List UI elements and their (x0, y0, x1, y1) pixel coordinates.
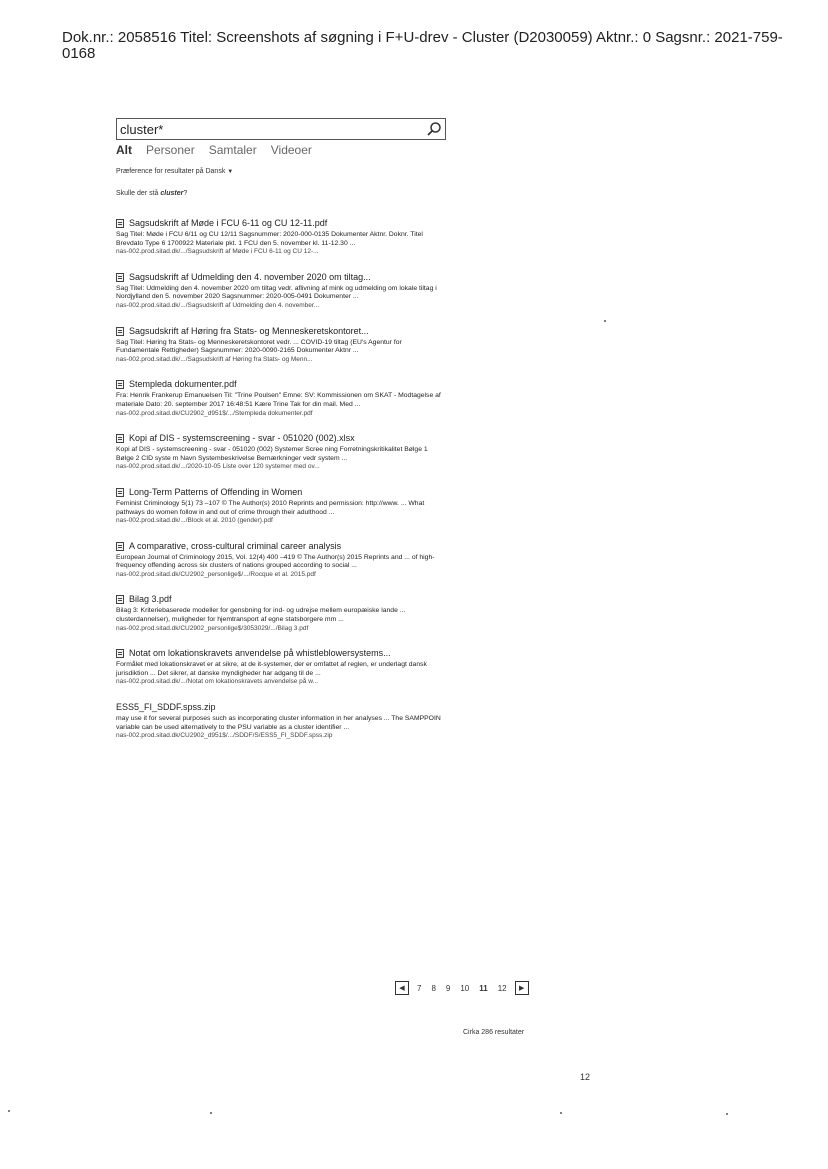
result-snippet: Formålet med lokationskravet er at sikre, at de it-systemer, der er omfattet af reglen, er underlagt dansk jurisdiktion ... Det sikrer, at danske myndigheder har adgang til de ... (116, 661, 427, 677)
result-snippet: Sag Titel: Møde i FCU 6/11 og CU 12/11 Sagsnummer: 2020-000-0135 Dokumenter Aktnr. Doknr. Titel Brevdato Type 6 1700922 Materiale pkt. 1 FCU den 5. november kl. 11-12.30 ... (116, 231, 423, 247)
result-item (116, 218, 446, 257)
result-item (116, 326, 446, 365)
file-icon (116, 434, 124, 443)
tab-people[interactable]: Personer (146, 143, 195, 157)
result-title-text: Notat om lokationskravets anvendelse på whistleblowersystems... (129, 648, 391, 659)
result-url[interactable]: nas-002.prod.sitad.dk/.../Sagsudskrift af Høring fra Stats- og Menn... (116, 355, 313, 363)
result-count: Cirka 286 resultater (463, 1029, 525, 1036)
search-input[interactable] (120, 120, 420, 138)
chevron-down-icon: ▼ (227, 169, 234, 175)
page-link[interactable]: 9 (445, 983, 451, 993)
next-page-button[interactable]: ▶ (515, 981, 529, 995)
result-url[interactable]: nas-002.prod.sitad.dk/.../Block et al. 2010 (gender).pdf (116, 517, 273, 525)
result-item (116, 541, 446, 580)
file-icon (116, 273, 124, 282)
result-item (116, 272, 446, 311)
file-icon (116, 542, 124, 551)
result-item (116, 433, 446, 472)
document-header: Dok.nr.: 2058516 Titel: Screenshots af søgning i F+U-drev - Cluster (D2030059) Aktnr.: 0 Sagsnr.: 2021-759-0168 (62, 29, 783, 62)
result-snippet: Fra: Henrik Frankerup Emanuelsen Til: "Trine Poulsen" Emne: SV: Kommissionen om SKAT - Modtagelse af materiale Dato: 20. september 2017 16:48:51 Kære Trine Tak for din mail. Med ... (116, 392, 441, 408)
did-you-mean-prefix: Skulle der stå (116, 190, 159, 197)
result-url[interactable]: nas-002.prod.sitad.dk/CU2902_personlige$/3053029/.../Bilag 3.pdf (116, 624, 309, 632)
result-url[interactable]: nas-002.prod.sitad.dk/CU2902_d951$/.../SDDF/S/ESS5_FI_SDDF.spss.zip (116, 732, 333, 740)
result-url[interactable]: nas-002.prod.sitad.dk/.../Sagsudskrift af Udmelding den 4. november... (116, 301, 320, 309)
result-title-link[interactable] (116, 218, 446, 229)
result-snippet: Feminist Criminology 5(1) 73 –107 © The Author(s) 2010 Reprints and permission: http://www. ... What pathways do women follow in and out of crime through their adulthood ... (116, 499, 425, 516)
result-title-text: Stempleda dokumenter.pdf (129, 379, 237, 390)
pagination (395, 981, 529, 995)
result-snippet: Bilag 3: Kriteriebaserede modeller for gensbning for ind- og udrejse mellem europæiske lande ... clusterdannelser), muligheder for hjemtransport af egne statsborgere mm ... (116, 607, 406, 624)
file-icon (116, 595, 124, 604)
result-title-text: Kopi af DIS - systemscreening - svar - 051020 (002).xlsx (129, 433, 355, 444)
scan-speck (210, 1112, 212, 1114)
page-link[interactable]: 10 (460, 983, 470, 993)
result-snippet: may use it for several purposes such as incorporating cluster information in her analyses ... The SAMPPOIN variable can be used alternatively to the PSU variable as a cluster identifier ... (116, 715, 441, 731)
page-link[interactable]: 7 (417, 983, 422, 993)
result-url[interactable]: nas-002.prod.sitad.dk/CU2902_d951$/.../Stempleda dokumenter.pdf (116, 409, 313, 417)
result-snippet: European Journal of Criminology 2015, Vol. 12(4) 400 –419 © The Author(s) 2015 Reprints and ... of high-frequency offending across six clusters of nations grouped according to social ... (116, 553, 435, 570)
page-number: 12 (580, 1072, 591, 1082)
result-url[interactable]: nas-002.prod.sitad.dk/CU2902_personlige$/.../Rocque et al. 2015.pdf (116, 570, 316, 578)
result-title-link[interactable] (116, 326, 446, 337)
result-title-link[interactable] (116, 541, 446, 552)
result-url[interactable]: nas-002.prod.sitad.dk/.../Sagsudskrift af Møde i FCU 6-11 og CU 12-... (116, 248, 319, 256)
result-title-text: Sagsudskrift af Møde i FCU 6-11 og CU 12-11.pdf (129, 218, 328, 228)
page-link[interactable]: 11 (479, 983, 488, 993)
search-icon[interactable] (426, 121, 442, 137)
tab-all[interactable]: Alt (116, 143, 132, 157)
page-link[interactable]: 8 (431, 983, 436, 993)
file-icon (116, 488, 124, 497)
tab-videos[interactable]: Videoer (270, 143, 312, 157)
language-preference-label: Præference for resultater på Dansk (116, 168, 226, 175)
did-you-mean-suggestion[interactable]: cluster (160, 190, 184, 197)
result-title-text: ESS5_FI_SDDF.spss.zip (116, 702, 216, 713)
result-title-link[interactable] (116, 433, 446, 444)
search-box[interactable] (116, 118, 446, 140)
result-title-link[interactable] (116, 594, 446, 605)
result-title-text: Long-Term Patterns of Offending in Women (129, 486, 303, 497)
scan-speck (560, 1112, 562, 1114)
file-icon (116, 219, 124, 228)
did-you-mean (116, 190, 187, 197)
result-snippet: Kopi af DIS - systemscreening - svar - 051020 (002) Systemer Scree ning Forretningskritikalitet Bølge 1 Bølge 2 CID syste m Navn Systembeskrivelse Bemærkninger vedr system ... (116, 446, 428, 462)
result-title-text: A comparative, cross-cultural criminal career analysis (129, 540, 342, 551)
result-snippet: Sag Titel: Udmelding den 4. november 2020 om tiltag vedr. aflivning af mink og udmelding om lokale tiltag i Nordjylland den 5. november 2020 Sagsnummer: 2020-005-0491 Dokumenter ... (116, 284, 437, 301)
result-item (116, 487, 446, 526)
prev-page-button[interactable]: ◀ (395, 981, 409, 995)
result-title-text: Sagsudskrift af Udmelding den 4. november 2020 om tiltag... (129, 271, 371, 282)
file-icon (116, 380, 124, 389)
page-link[interactable]: 12 (497, 983, 507, 993)
result-title-text: Bilag 3.pdf (129, 594, 172, 605)
result-snippet: Sag Titel: Høring fra Stats- og Menneskeretskontoret vedr. ... COVID-19 tiltag (EU's Agentur for Fundamentale Rettigheder) Sagsnummer: 2020-0090-2165 Dokumenter Aktnr ... (116, 338, 402, 355)
results-list (116, 218, 446, 756)
result-item (116, 648, 446, 687)
language-preference[interactable] (116, 168, 233, 175)
did-you-mean-suffix: ? (183, 190, 188, 197)
result-title-text: Sagsudskrift af Høring fra Stats- og Menneskeretskontoret... (129, 325, 369, 336)
result-item (116, 594, 446, 633)
result-title-link[interactable] (116, 648, 446, 659)
result-url[interactable]: nas-002.prod.sitad.dk/.../Notat om lokationskravets anvendelse på w... (116, 678, 318, 686)
result-item (116, 379, 446, 418)
scan-speck (726, 1113, 728, 1115)
scan-speck (604, 320, 606, 322)
result-title-link[interactable] (116, 272, 446, 283)
result-title-link[interactable] (116, 487, 446, 498)
tab-conversations[interactable]: Samtaler (208, 143, 257, 157)
search-tabs (116, 143, 312, 157)
result-title-link[interactable] (116, 702, 446, 713)
file-icon (116, 649, 124, 658)
result-title-link[interactable] (116, 379, 446, 390)
scan-speck (8, 1110, 10, 1112)
result-item (116, 702, 446, 741)
file-icon (116, 327, 124, 336)
result-url[interactable]: nas-002.prod.sitad.dk/.../2020-10-05 Liste over 120 systemer med ov... (116, 463, 320, 471)
